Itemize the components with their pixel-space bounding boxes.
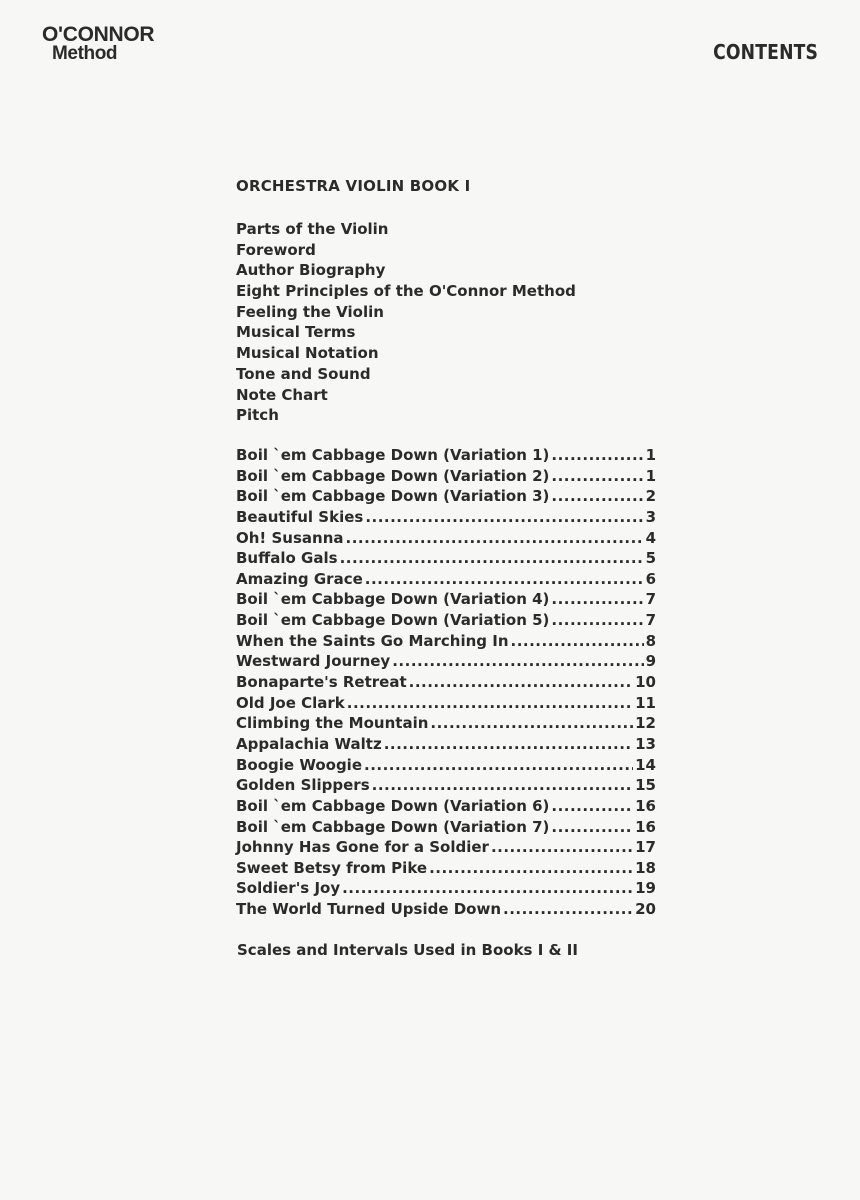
toc-entry-title: Old Joe Clark [236,693,345,712]
dot-leader [365,507,643,528]
toc-entry-page: 16 [635,817,656,836]
dot-leader [551,817,633,838]
toc-entry-page: 7 [645,611,656,630]
toc-entry [236,672,656,693]
toc-entry [236,837,656,858]
toc-entry-title: When the Saints Go Marching In [236,631,509,650]
toc-entry [236,507,656,528]
dot-leader [372,775,633,796]
logo-line-1: O'CONNOR [42,23,155,46]
toc-entry-page: 7 [645,590,656,609]
toc-entry [236,713,656,734]
dot-leader [551,466,643,487]
toc-entry [236,610,656,631]
dot-leader [551,589,643,610]
toc-entry-title: The World Turned Upside Down [236,900,502,919]
toc-entry-title: Soldier's Joy [236,879,341,898]
toc-entry-title: Bonaparte's Retreat [236,673,407,692]
dot-leader [346,528,644,549]
toc-entry-page: 20 [635,900,656,919]
toc-entry [236,445,656,466]
dot-leader [364,755,633,776]
toc-entry-title: Sweet Betsy from Pike [236,858,428,877]
brand-logo [42,24,154,63]
toc-entry [236,817,656,838]
logo-line-2: Method [52,43,118,64]
dot-leader [365,569,644,590]
toc-entry-page: 15 [635,776,656,795]
toc-entry [236,755,656,776]
front-matter-item: Note Chart [236,385,328,404]
toc-entry-title: Boil `em Cabbage Down (Variation 7) [236,817,550,836]
toc-entry [236,528,656,549]
back-matter-item: Scales and Intervals Used in Books I & II [237,941,578,959]
toc-entry [236,569,656,590]
toc-entry-page: 18 [635,858,656,877]
toc-entry [236,899,656,920]
front-matter-item: Tone and Sound [236,364,371,383]
toc-entry-page: 14 [635,755,656,774]
toc-entry-page: 13 [635,734,656,753]
toc-entry-title: Boil `em Cabbage Down (Variation 6) [236,796,550,815]
dot-leader [429,858,633,879]
toc-entry [236,486,656,507]
toc-entry [236,858,656,879]
toc-entry-page: 17 [635,838,656,857]
dot-leader [409,672,633,693]
toc-entry-title: Golden Slippers [236,776,370,795]
toc-entry [236,734,656,755]
dot-leader [511,631,644,652]
dot-leader [340,548,644,569]
toc-entry [236,589,656,610]
toc-entry [236,651,656,672]
toc-entry-title: Buffalo Gals [236,549,338,568]
dot-leader [491,837,633,858]
toc-entry-page: 16 [635,796,656,815]
toc-entry-page: 12 [635,714,656,733]
toc-entry-title: Boogie Woogie [236,755,362,774]
dot-leader [503,899,633,920]
dot-leader [551,445,643,466]
toc-entry-title: Beautiful Skies [236,507,364,526]
toc-entry-page: 8 [645,631,656,650]
toc-entry-title: Boil `em Cabbage Down (Variation 4) [236,590,550,609]
toc-entry-page: 11 [635,693,656,712]
book-title: ORCHESTRA VIOLIN BOOK I [236,177,471,195]
front-matter-item: Author Biography [236,261,386,280]
front-matter-item: Eight Principles of the O'Connor Method [236,282,576,301]
toc-entry-title: Boil `em Cabbage Down (Variation 1) [236,446,550,464]
toc-entry-title: Westward Journey [236,652,391,671]
toc-entry [236,775,656,796]
toc-entry [236,548,656,569]
toc-entry-title: Johnny Has Gone for a Soldier [236,838,489,857]
toc-entry-page: 4 [645,528,656,547]
toc-entry-title: Boil `em Cabbage Down (Variation 3) [236,487,550,506]
toc-entry-page: 3 [645,507,656,526]
toc-entry-title: Amazing Grace [236,569,363,588]
toc-entry [236,466,656,487]
toc-entry-page: 1 [645,446,656,464]
toc-entry-page: 10 [635,673,656,692]
toc-entry-page: 5 [645,549,656,568]
toc-entry-page: 2 [645,487,656,506]
dot-leader [551,486,643,507]
toc-entry [236,878,656,899]
toc-entry-page: 9 [645,652,656,671]
toc-entry-page: 19 [635,879,656,898]
dot-leader [430,713,633,734]
front-matter-item: Musical Notation [236,344,379,363]
front-matter-item: Musical Terms [236,323,356,342]
toc-entry-page: 1 [645,466,656,485]
dot-leader [392,651,643,672]
front-matter-item: Feeling the Violin [236,302,384,321]
front-matter-item: Foreword [236,240,316,259]
dot-leader [551,610,643,631]
page-title: CONTENTS [712,40,818,64]
toc-entry [236,796,656,817]
toc-entry-title: Boil `em Cabbage Down (Variation 5) [236,611,550,630]
toc-entry-title: Appalachia Waltz [236,734,382,753]
dot-leader [551,796,633,817]
front-matter-item: Parts of the Violin [236,220,389,238]
toc-entry [236,693,656,714]
dot-leader [384,734,633,755]
front-matter-item: Pitch [236,406,279,425]
dot-leader [347,693,633,714]
dot-leader [342,878,633,899]
toc-list [236,445,656,920]
toc-entry-title: Boil `em Cabbage Down (Variation 2) [236,466,550,485]
front-matter-list [236,219,576,426]
toc-entry-page: 6 [645,569,656,588]
toc-entry [236,631,656,652]
toc-entry-title: Oh! Susanna [236,528,344,547]
toc-entry-title: Climbing the Mountain [236,714,429,733]
